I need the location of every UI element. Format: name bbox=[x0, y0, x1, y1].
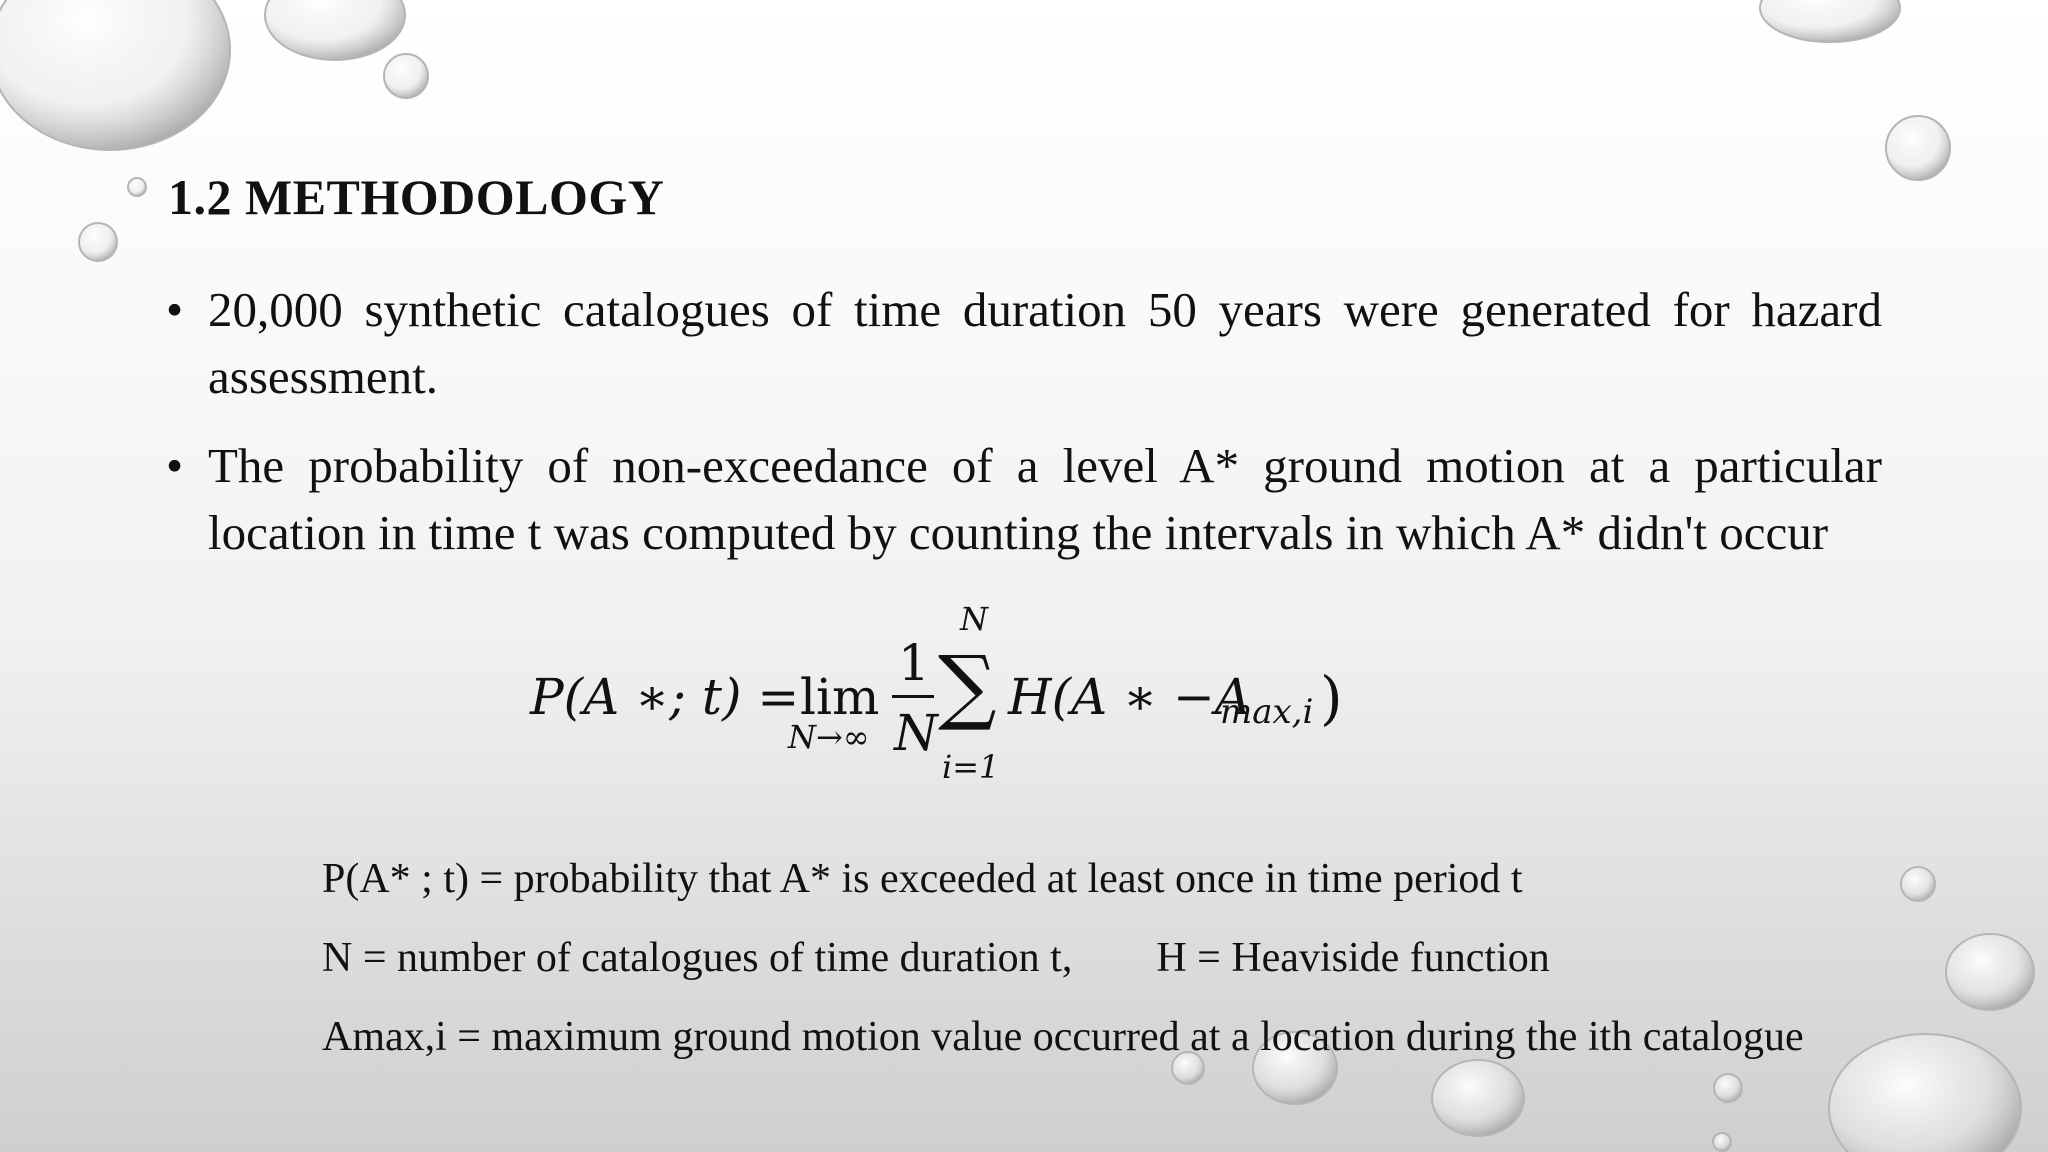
formula-lim: lim bbox=[800, 668, 880, 726]
formula-sum-lower: i=1 bbox=[942, 748, 1000, 786]
formula-close-paren: ) bbox=[1320, 664, 1343, 732]
bullet-text: The probability of non-exceedance of a level A* ground motion at a particular location in time t was computed by counting the intervals in which A* didn't occur bbox=[208, 438, 1882, 560]
formula-fraction-numerator: 1 bbox=[898, 634, 930, 692]
bullet-text: 20,000 synthetic catalogues of time duration 50 years were generated for hazard assessment. bbox=[208, 282, 1882, 404]
slide-title: 1.2 METHODOLOGY bbox=[168, 169, 665, 225]
formula-lim-subscript: N→∞ bbox=[788, 718, 870, 756]
definition-line: Amax,i = maximum ground motion value occurred at a location during the ith catalogue bbox=[322, 1014, 1804, 1060]
formula-sum-upper: N bbox=[960, 600, 988, 638]
formula-subscript: max,i bbox=[1220, 692, 1314, 732]
bullet-dot: • bbox=[166, 282, 184, 337]
formula-sum-symbol: ∑ bbox=[938, 639, 997, 734]
formula-body: H(A ∗ −A bbox=[1008, 668, 1251, 726]
bullet-item bbox=[166, 432, 1882, 566]
formula-fraction-bar bbox=[892, 695, 934, 698]
bullet-list bbox=[166, 276, 1882, 588]
formula-fraction-denominator: N bbox=[894, 704, 938, 762]
bullet-dot: • bbox=[166, 438, 184, 493]
bullet-item bbox=[166, 276, 1882, 410]
definition-line: N = number of catalogues of time duration t, H = Heaviside function bbox=[322, 935, 1550, 981]
definition-line: P(A* ; t) = probability that A* is exceeded at least once in time period t bbox=[322, 856, 1523, 902]
formula-lhs: P(A ∗; t) = bbox=[530, 668, 800, 726]
definitions bbox=[322, 840, 1804, 1077]
